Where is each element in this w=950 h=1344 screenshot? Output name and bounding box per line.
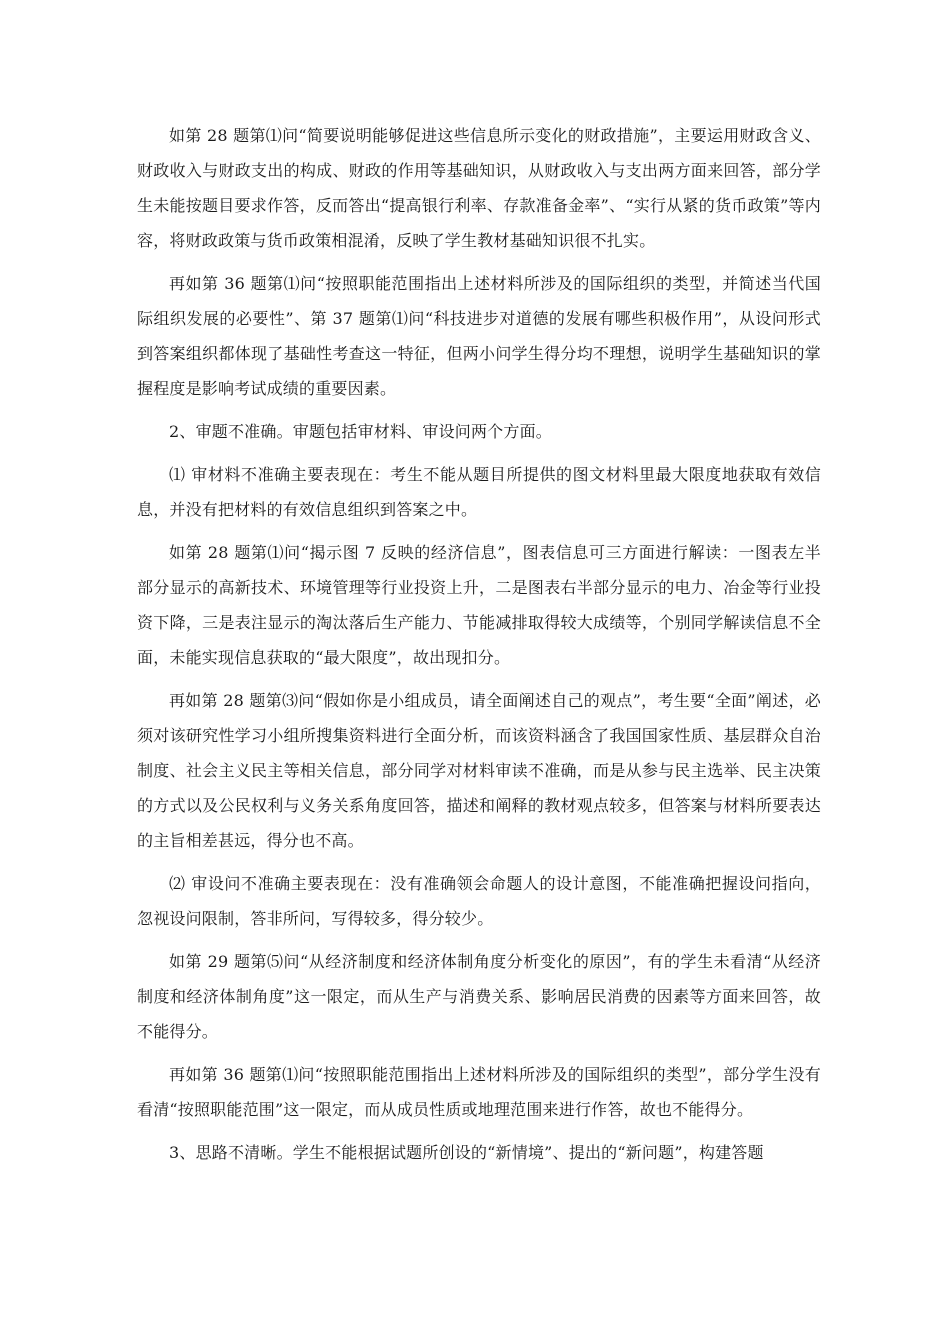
paragraph: 如第 28 题第⑴问“揭示图 7 反映的经济信息”，图表信息可三方面进行解读：一图表左半部分显示的高新技术、环境管理等行业投资上升，二是图表右半部分显示的电力、冶金等行业投资下降，三是表注显示的淘汰落后生产能力、节能减排取得较大成绩等，个别同学解读信息不全面，未能实现信息获取的“最大限度”，故出现扣分。 [137,543,821,667]
section-heading: 2、审题不准确。审题包括审材料、审设问两个方面。 [169,422,552,441]
paragraph: 如第 28 题第⑴问“简要说明能够促进这些信息所示变化的财政措施”，主要运用财政含义、财政收入与财政支出的构成、财政的作用等基础知识，从财政收入与支出两方面来回答，部分学生未能按题目要求作答，反而答出“提高银行利率、存款准备金率”、“实行从紧的货币政策”等内容，将财政政策与货币政策相混淆，反映了学生教材基础知识很不扎实。 [137,126,821,250]
paragraph: 如第 29 题第⑸问“从经济制度和经济体制角度分析变化的原因”，有的学生未看清“从经济制度和经济体制角度”这一限定，而从生产与消费关系、影响居民消费的因素等方面来回答，故不能得分。 [137,952,821,1041]
paragraph: ⑵ 审设问不准确主要表现在：没有准确领会命题人的设计意图，不能准确把握设问指向，忽视设问限制，答非所问，写得较多，得分较少。 [137,874,821,928]
paragraph: 再如第 36 题第⑴问“按照职能范围指出上述材料所涉及的国际组织的类型”，部分学生没有看清“按照职能范围”这一限定，而从成员性质或地理范围来进行作答，故也不能得分。 [137,1065,821,1119]
paragraph: ⑴ 审材料不准确主要表现在：考生不能从题目所提供的图文材料里最大限度地获取有效信息，并没有把材料的有效信息组织到答案之中。 [137,465,821,519]
paragraph: 再如第 36 题第⑴问“按照职能范围指出上述材料所涉及的国际组织的类型，并简述当代国际组织发展的必要性”、第 37 题第⑴问“科技进步对道德的发展有哪些积极作用”，从设问形式到答案组织都体现了基础性考查这一特征，但两小问学生得分均不理想，说明学生基础知识的掌握程度是影响考试成绩的重要因素。 [137,274,821,398]
document-page [137,118,821,1178]
section-heading: 3、思路不清晰。学生不能根据试题所创设的“新情境”、提出的“新问题”，构建答题 [169,1143,764,1162]
paragraph: 再如第 28 题第⑶问“假如你是小组成员，请全面阐述自己的观点”，考生要“全面”阐述，必须对该研究性学习小组所搜集资料进行全面分析，而该资料涵含了我国国家性质、基层群众自治制度、社会主义民主等相关信息，部分同学对材料审读不准确，而是从参与民主选举、民主决策的方式以及公民权利与义务关系角度回答，描述和阐释的教材观点较多，但答案与材料所要表达的主旨相差甚远，得分也不高。 [137,691,821,850]
